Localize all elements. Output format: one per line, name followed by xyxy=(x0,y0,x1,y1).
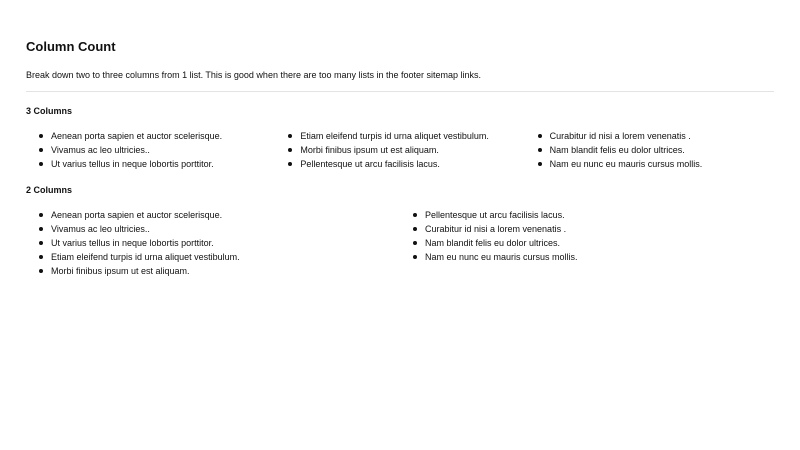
list-item: Nam eu nunc eu mauris cursus mollis. xyxy=(425,250,774,264)
list-item: Vivamus ac leo ultricies.. xyxy=(51,143,275,157)
list-item: Ut varius tellus in neque lobortis porttitor. xyxy=(51,236,400,250)
list-item: Vivamus ac leo ultricies.. xyxy=(51,222,400,236)
list-item: Etiam eleifend turpis id urna aliquet vestibulum. xyxy=(300,129,524,143)
list-item: Ut varius tellus in neque lobortis porttitor. xyxy=(51,157,275,171)
list-item: Nam blandit felis eu dolor ultrices. xyxy=(550,143,774,157)
three-columns-heading: 3 Columns xyxy=(26,106,73,116)
three-columns-list xyxy=(26,129,774,171)
list-item: Curabitur id nisi a lorem venenatis . xyxy=(550,129,774,143)
two-columns-heading: 2 Columns xyxy=(26,185,73,195)
page-description: Break down two to three columns from 1 list. This is good when there are too many lists in the footer sitemap links. xyxy=(26,70,482,80)
list-item: Morbi finibus ipsum ut est aliquam. xyxy=(51,264,400,278)
list-column xyxy=(525,129,774,171)
list-item: Pellentesque ut arcu facilisis lacus. xyxy=(425,208,774,222)
list-column xyxy=(275,129,524,171)
list-column xyxy=(400,208,774,278)
list-item: Curabitur id nisi a lorem venenatis . xyxy=(425,222,774,236)
divider xyxy=(26,91,774,92)
list-column xyxy=(26,208,400,278)
list-item: Nam eu nunc eu mauris cursus mollis. xyxy=(550,157,774,171)
two-columns-list xyxy=(26,208,774,278)
list-item: Etiam eleifend turpis id urna aliquet vestibulum. xyxy=(51,250,400,264)
list-item: Morbi finibus ipsum ut est aliquam. xyxy=(300,143,524,157)
page-title: Column Count xyxy=(26,39,116,54)
list-item: Aenean porta sapien et auctor scelerisque. xyxy=(51,208,400,222)
list-column xyxy=(26,129,275,171)
list-item: Nam blandit felis eu dolor ultrices. xyxy=(425,236,774,250)
list-item: Aenean porta sapien et auctor scelerisque. xyxy=(51,129,275,143)
list-item: Pellentesque ut arcu facilisis lacus. xyxy=(300,157,524,171)
